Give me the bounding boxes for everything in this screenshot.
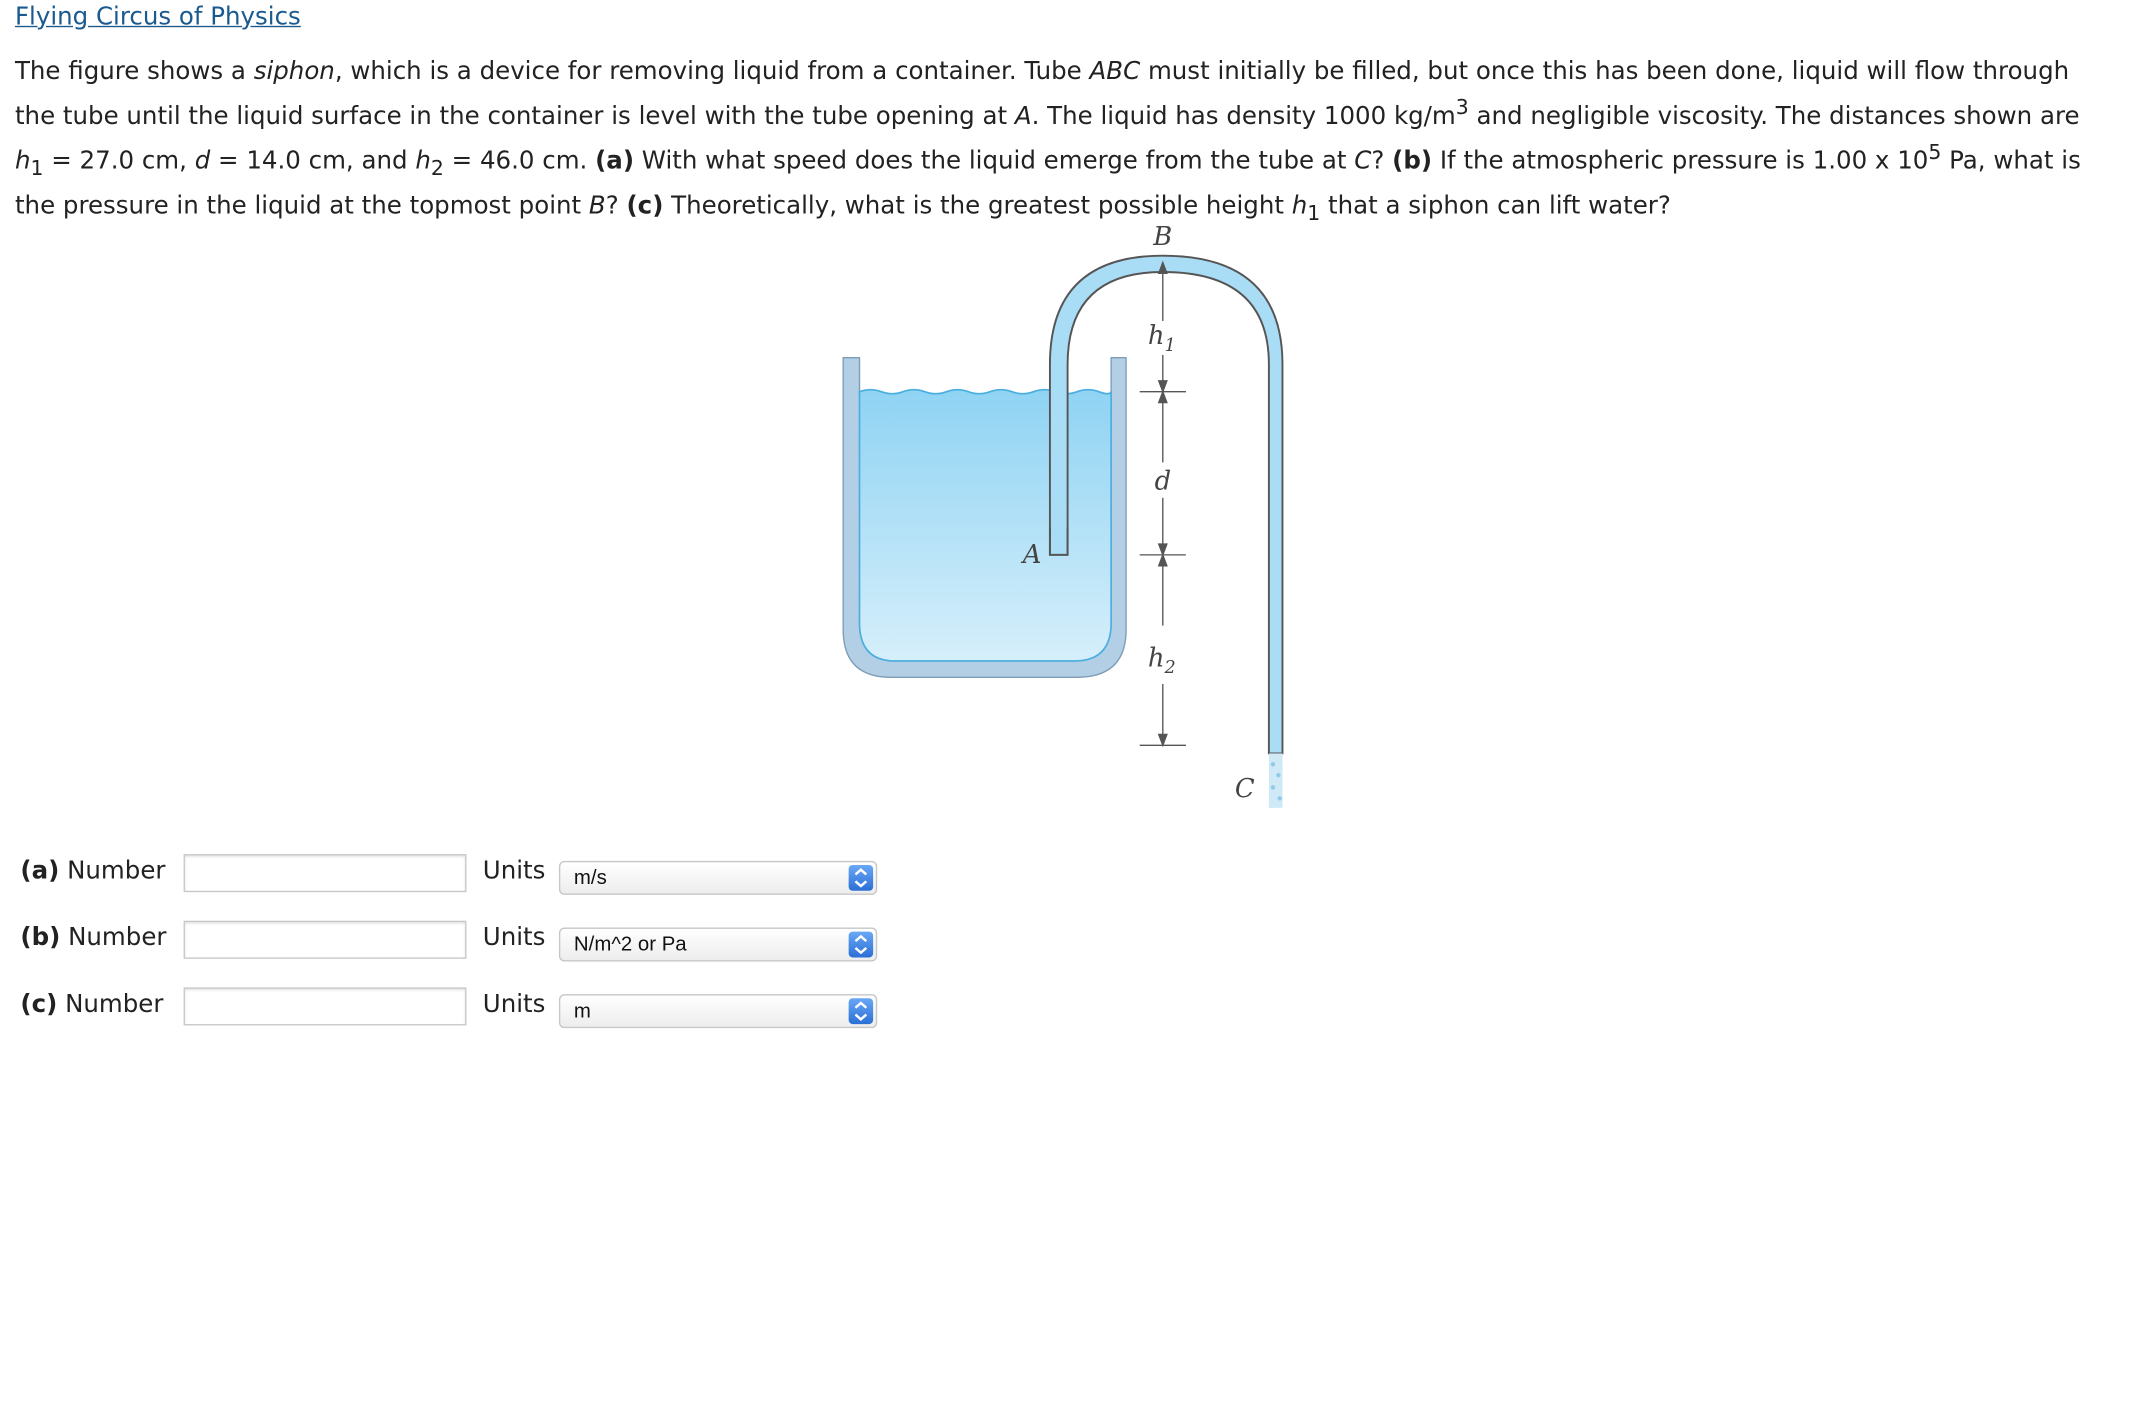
units-c-select[interactable] [559, 994, 877, 1028]
units-a-label: Units [482, 856, 546, 886]
answer-c-input[interactable] [184, 987, 467, 1025]
part-a-label: (a) Number [20, 856, 166, 886]
flying-circus-link[interactable]: Flying Circus of Physics [14, 2, 301, 32]
units-b-label: Units [482, 923, 546, 952]
problem-statement: The figure shows a siphon, which is a device for removing liquid from a container. Tube ABC must initially be filled, but once this has been done, liquid will flow through the tube until the liquid surface in the container is level with the tube opening at A. The liquid has density 1000 $kg/m^3$ and negligible viscosity. The distances shown are $h_1 = 27.0$ cm, d = 14.0 cm, and $h_2 = 46.0$ cm. (a) With what speed does the liquid emerge from the tube at C? (b) If the atmospheric pressure is 1.00 x $10^5$ Pa, what is the pressure in the liquid at the topmost point B? (c) Theoretically, what is the greatest possible height $h_1$ that a siphon can lift water? [14, 57, 2081, 225]
label-b: B [1153, 221, 1173, 252]
label-c: C [1234, 773, 1255, 804]
units-b-value: N/m^2 or Pa [573, 932, 687, 957]
units-c-value: m [573, 999, 591, 1023]
select-arrows-icon [849, 865, 873, 891]
container-water [860, 390, 1112, 661]
label-h2: $h_2$ [1147, 643, 1176, 679]
siphon-figure [830, 215, 1320, 820]
answer-b-input[interactable] [184, 921, 467, 959]
label-d: d [1154, 466, 1172, 497]
units-a-value: m/s [573, 866, 607, 890]
label-h1: $h_1$ [1147, 321, 1176, 356]
part-c-label: (c) Number [20, 990, 164, 1019]
select-arrows-icon [849, 932, 873, 958]
units-c-label: Units [482, 990, 546, 1019]
select-arrows-icon [849, 998, 873, 1024]
answer-a-input[interactable] [184, 854, 467, 892]
units-b-select[interactable] [559, 928, 877, 962]
part-b-label: (b) Number [20, 923, 167, 952]
label-a: A [1022, 540, 1042, 571]
units-a-select[interactable] [559, 861, 877, 895]
